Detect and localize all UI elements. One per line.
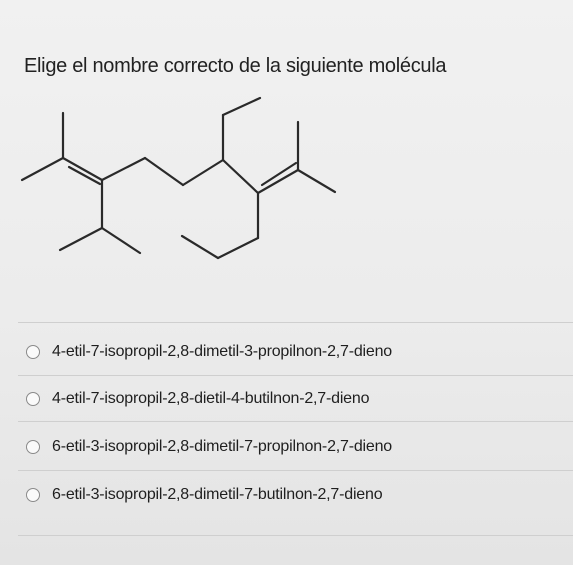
divider [18, 421, 573, 422]
bond [102, 158, 145, 180]
molecule-structure [0, 85, 573, 285]
option-3[interactable] [26, 432, 392, 462]
option-1[interactable] [26, 337, 392, 367]
bond [223, 98, 260, 115]
radio-button[interactable] [26, 345, 40, 359]
bond [22, 158, 63, 180]
bond [145, 158, 183, 185]
bond [183, 160, 223, 185]
option-label: 6-etil-3-isopropil-2,8-dimetil-7-butilnon-2,7-dieno [52, 486, 383, 503]
option-4[interactable] [26, 480, 382, 510]
divider [18, 535, 573, 536]
bond [223, 160, 258, 193]
divider [18, 470, 573, 471]
option-2[interactable] [26, 384, 369, 414]
bond [63, 158, 102, 180]
bond [298, 170, 335, 192]
bond [102, 228, 140, 253]
bond [182, 236, 218, 258]
question-title: Elige el nombre correcto de la siguiente molécula [24, 55, 447, 77]
radio-button[interactable] [26, 392, 40, 406]
bond [60, 228, 102, 250]
divider [18, 322, 573, 323]
divider [18, 375, 573, 376]
radio-button[interactable] [26, 488, 40, 502]
radio-button[interactable] [26, 440, 40, 454]
bond [218, 238, 258, 258]
option-label: 4-etil-7-isopropil-2,8-dietil-4-butilnon-2,7-dieno [52, 390, 370, 407]
option-label: 6-etil-3-isopropil-2,8-dimetil-7-propilnon-2,7-dieno [52, 438, 392, 455]
option-label: 4-etil-7-isopropil-2,8-dimetil-3-propilnon-2,7-dieno [52, 343, 392, 360]
